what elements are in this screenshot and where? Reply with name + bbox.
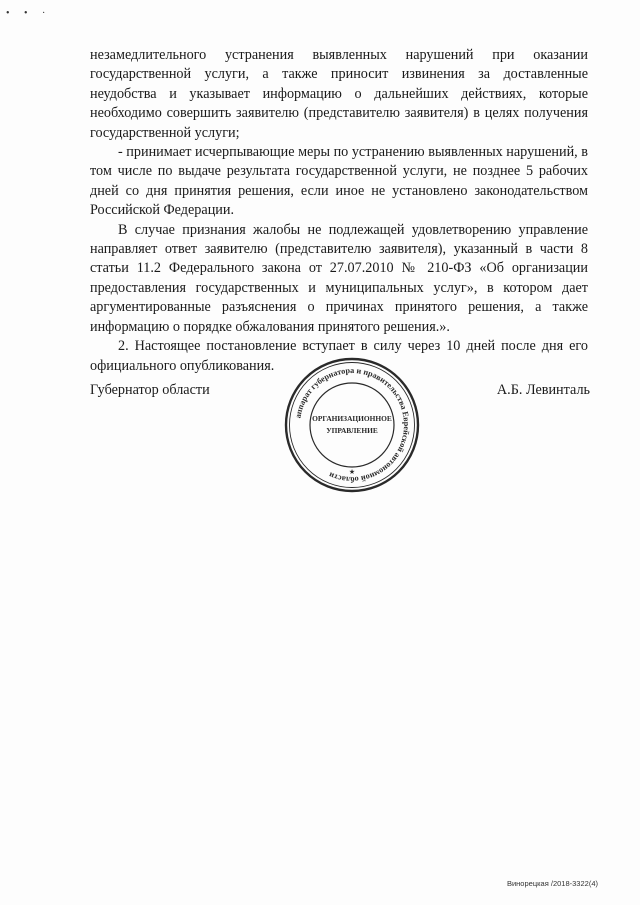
- paragraph-continuation: незамедлительного устранения выявленных нарушений при оказании государственной услуги, а также приносит извинения за доставленные неудобства и указывает информацию о дальнейших действиях, которые необходимо совершить заявителю (представителю заявителя) в целях получения государственной услуги;: [90, 47, 588, 141]
- seal-inner-ring: [310, 383, 394, 467]
- paragraph-effective-date: 2. Настоящее постановление вступает в силу через 10 дней после дня его официального опубликования.: [90, 338, 588, 374]
- paragraph-rejection: В случае признания жалобы не подлежащей удовлетворению управление направляет ответ заявителю (представителю заявителя), указанный в части 8 статьи 11.2 Федерального закона от 27.07.2010 № 210-ФЗ «Об организации предоставления государственных и муниципальных услуг», в котором дает аргументированные разъяснения о причинах принятого решения, а также информацию о порядке обжалования принятого решения.».: [90, 221, 588, 335]
- seal-star-icon: ★: [348, 468, 356, 476]
- scan-corner-marks: • • ·: [6, 8, 52, 19]
- seal-center-line2: УПРАВЛЕНИЕ: [326, 426, 378, 435]
- seal-graphic: [282, 355, 422, 495]
- document-footer-code: Винорецкая /2018-3322(4): [506, 879, 598, 888]
- document-body: [90, 46, 588, 376]
- signatory-title: Губернатор области: [90, 382, 210, 398]
- paragraph-measures: - принимает исчерпывающие меры по устранению выявленных нарушений, в том числе по выдаче результата государственной услуги, не позднее 5 рабочих дней со дня принятия решения, если иное не установлено законодательством Российской Федерации.: [90, 144, 588, 219]
- seal-ring-text: аппарат губернатора и правительства Еврейской автономной области: [293, 365, 412, 485]
- official-seal-stamp: [282, 355, 422, 495]
- seal-center-line1: ОРГАНИЗАЦИОННОЕ: [312, 414, 392, 423]
- signatory-name: А.Б. Левинталь: [496, 382, 590, 398]
